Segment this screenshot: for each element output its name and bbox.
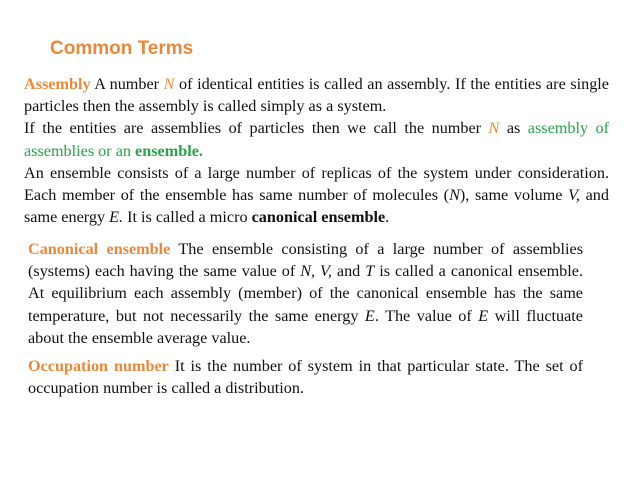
text: It is the number of system in that particular state. The set of occupation number is called a distribution. [28,357,583,398]
occupation-number-definition [28,355,583,399]
text: and same energy [24,186,609,227]
text: as [499,119,528,138]
canonical-ensemble-term: canonical ensemble [251,208,386,227]
occupation-term: Occupation number [28,357,169,375]
canonical-paragraph [28,238,583,349]
text: of identical entities is called an assembly. If the entities are single particles then the assembly is called simply as a system. [24,75,609,116]
assembly-of-assemblies-term: assembly of assemblies or an [24,119,609,160]
text: ), same volume [459,186,569,205]
text: The ensemble consisting of a large number of assemblies (systems) each having the same value of [28,240,583,281]
var-NV: N, V, [300,262,332,281]
canonical-term: Canonical ensemble [28,240,171,258]
var-E: E [364,306,375,325]
text: . The value of [374,306,479,325]
var-E: E. [109,208,124,227]
text: . [385,208,390,227]
occupation-paragraph [28,355,583,399]
assembly-term: Assembly [24,75,91,93]
ensemble-paragraph [24,162,609,229]
ensemble-term: ensemble. [135,141,203,160]
var-E: E [478,306,489,325]
assembly-paragraph-2 [24,117,609,161]
assembly-paragraph-1 [24,73,609,117]
text: is called a canonical ensemble. At equilibrium each assembly (member) of the canonical ensemble has the same temperature, but not necessarily the same energy [28,262,583,325]
var-T: T [365,262,375,281]
var-N: N [163,75,175,93]
text: It is called a micro [123,208,252,227]
text: will fluctuate about the ensemble average value. [28,306,583,347]
text: and [331,262,366,281]
text: An ensemble consists of a large number of replicas of the system under consideration. Each member of the ensemble has same number of molecules ( [24,163,609,205]
var-V: V, [568,186,580,205]
text: A number [90,75,164,93]
var-N: N [488,119,500,138]
slide-title: Common Terms [50,38,194,59]
assembly-definition [24,73,609,228]
text: If the entities are assemblies of particles then we call the number [24,119,489,138]
canonical-ensemble-definition [28,238,583,349]
var-N: N [449,186,460,205]
